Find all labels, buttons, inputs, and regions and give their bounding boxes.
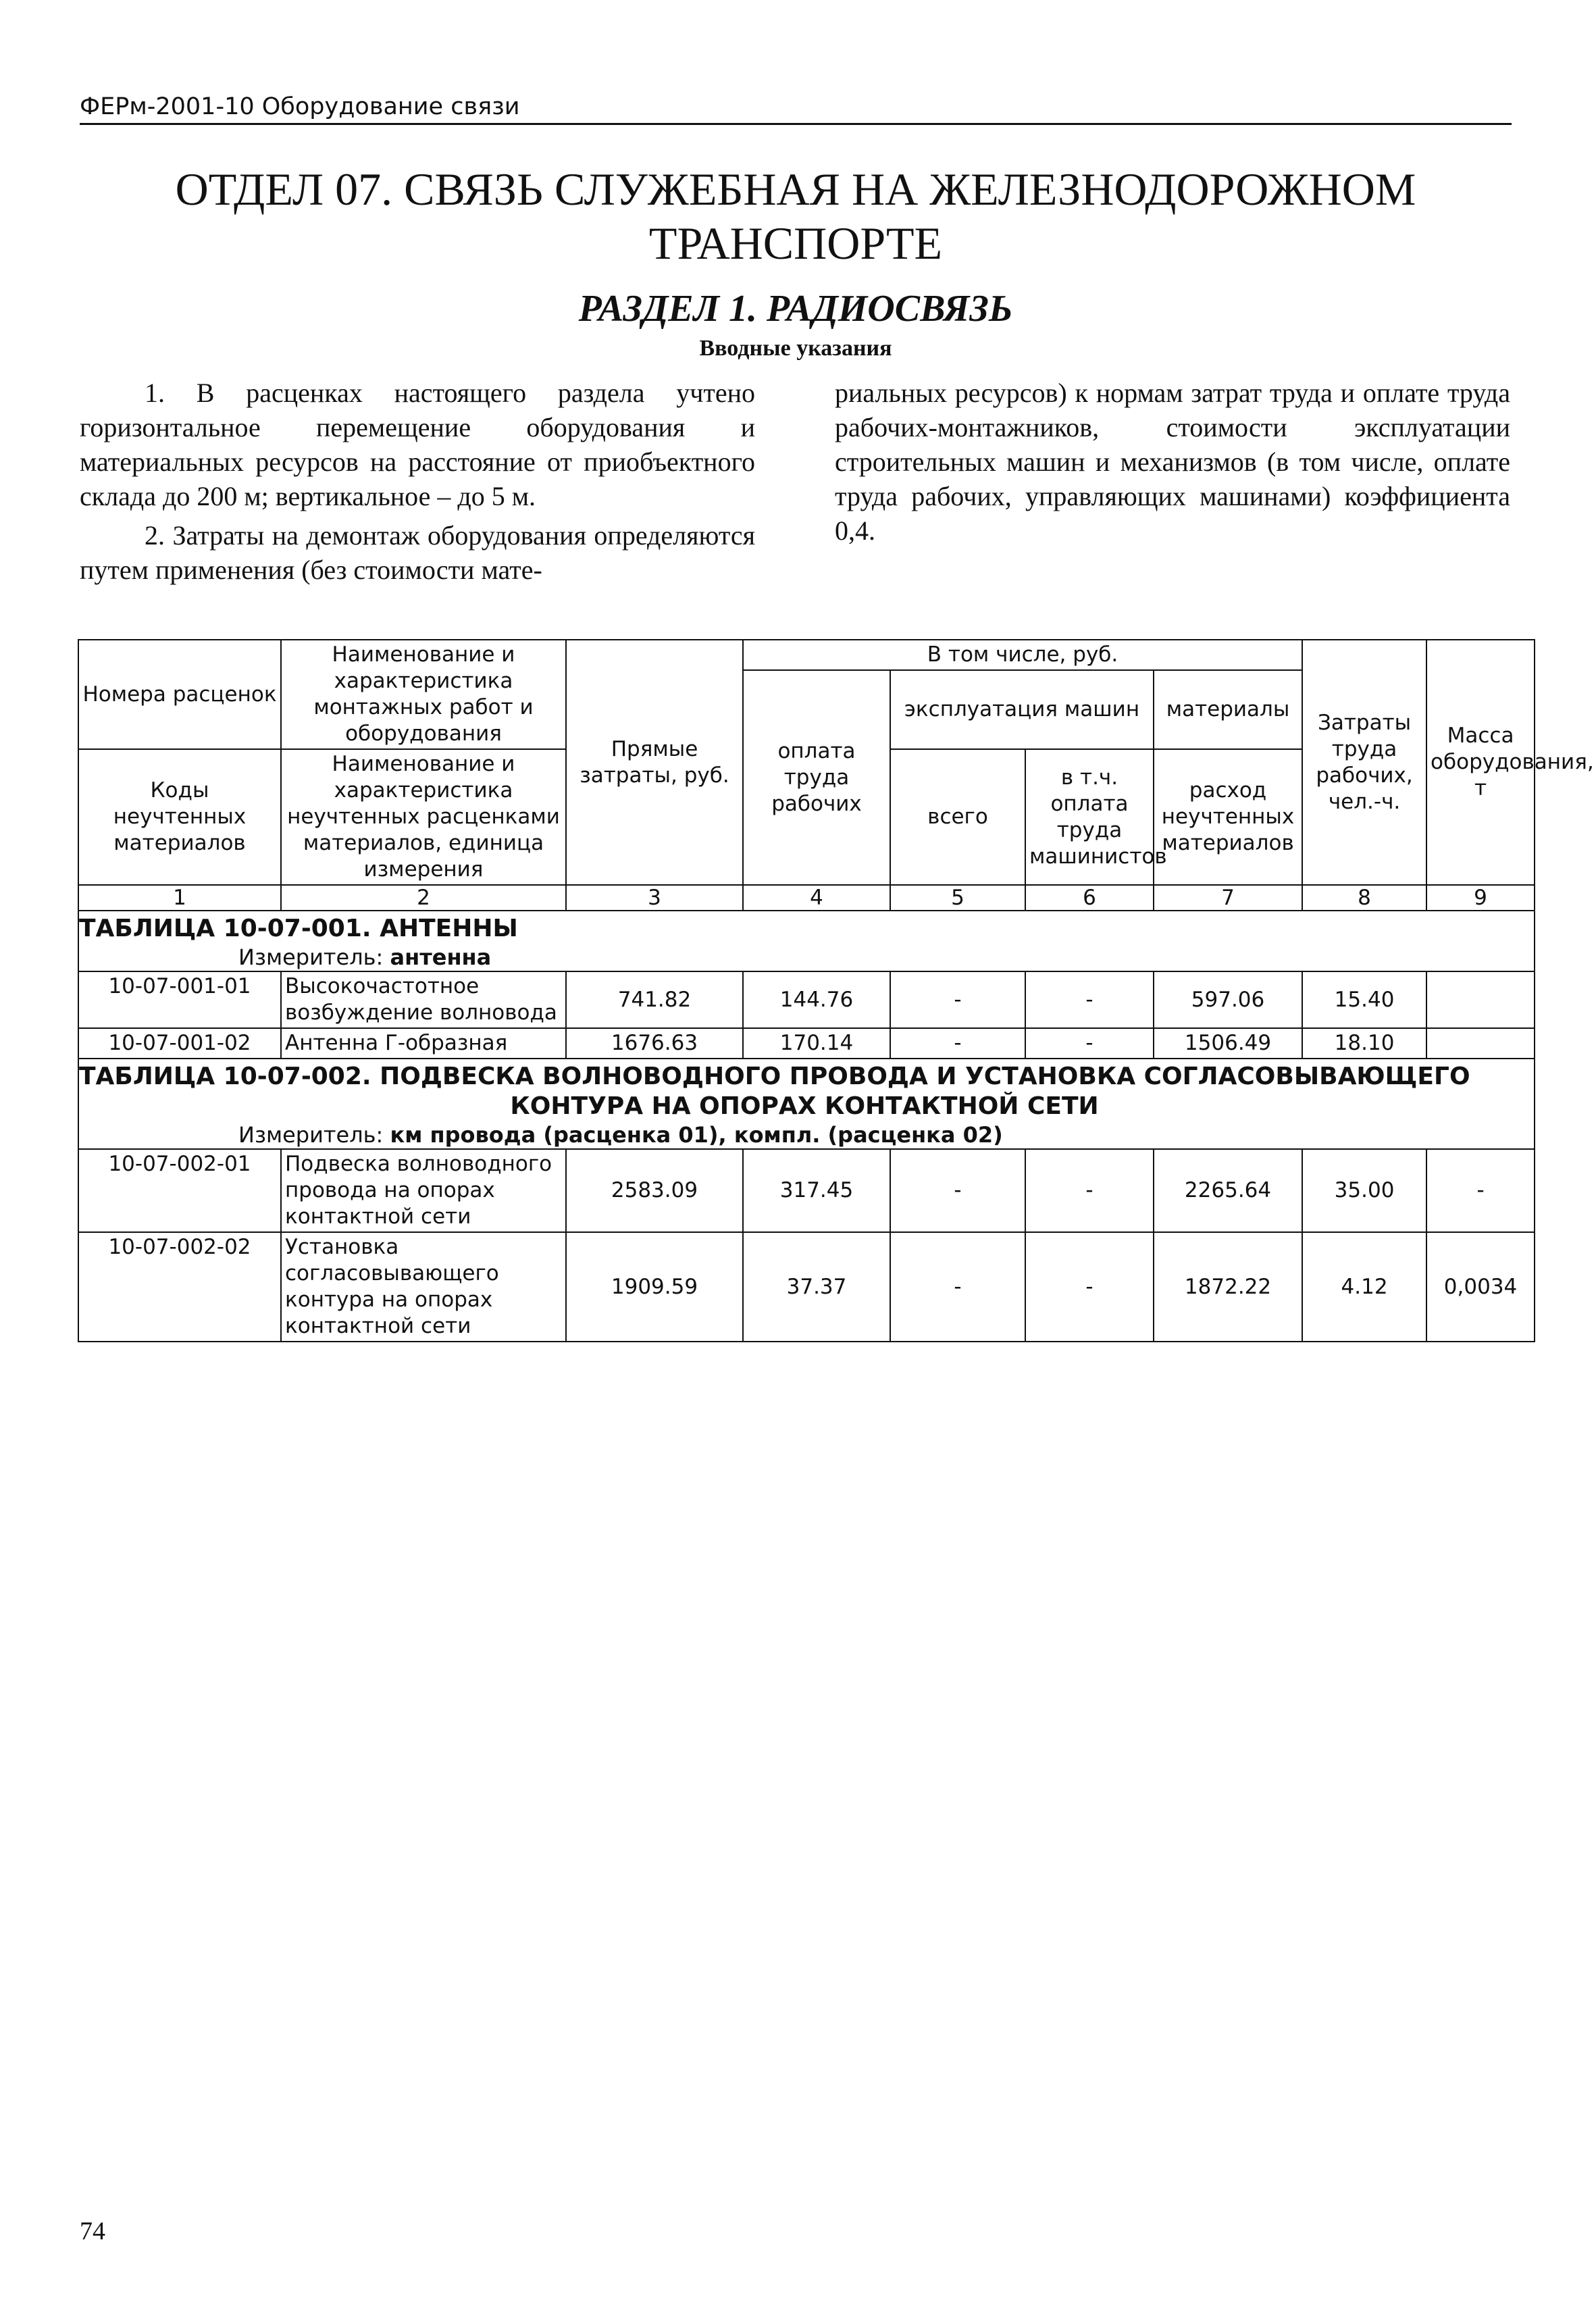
meter-label: Измеритель: <box>238 1122 384 1148</box>
labor-pay: 37.37 <box>743 1232 890 1342</box>
rate-code: 10-07-001-02 <box>78 1028 281 1059</box>
table-2-meter <box>79 1121 1530 1148</box>
column-number: 4 <box>743 885 890 911</box>
table-1-title: ТАБЛИЦА 10-07-001. АНТЕННЫ <box>79 915 518 942</box>
header-unaccounted-codes: Коды неучтенных материалов <box>78 749 281 885</box>
page-number: 74 <box>80 2217 105 2245</box>
direct-costs: 1909.59 <box>566 1232 743 1342</box>
machines-total: - <box>890 1232 1025 1342</box>
equipment-mass <box>1426 971 1535 1028</box>
header-including: В том числе, руб. <box>743 640 1302 670</box>
column-number: 3 <box>566 885 743 911</box>
table-2-title-line-1: ТАБЛИЦА 10-07-002. ПОДВЕСКА ВОЛНОВОДНОГО ПРОВОДА И УСТАНОВКА СОГЛАСОВЫВАЮЩЕГО <box>79 1063 1470 1090</box>
table-2-title-line-2: КОНТУРА НА ОПОРАХ КОНТАКТНОЙ СЕТИ <box>510 1092 1099 1120</box>
equipment-mass <box>1426 1028 1535 1059</box>
header-unaccounted-consumption: расход неучтенных материалов <box>1154 749 1302 885</box>
materials: 1506.49 <box>1154 1028 1302 1059</box>
table-row <box>78 1149 1535 1232</box>
materials: 597.06 <box>1154 971 1302 1028</box>
intro-paragraph-1: 1. В расценках настоящего раздела учтено горизонтальное перемещение оборудования и материальных ресурсов на расстояние от приобъектного склада до 200 м; вертикальное – до 5 м. <box>80 378 755 511</box>
header-unaccounted-name: Наименование и характеристика неучтенных расценками материалов, единица измерения <box>281 749 566 885</box>
labor-hours: 4.12 <box>1302 1232 1426 1342</box>
direct-costs: 741.82 <box>566 971 743 1028</box>
direct-costs: 1676.63 <box>566 1028 743 1059</box>
meter-value: антенна <box>390 944 492 970</box>
machines-total: - <box>890 971 1025 1028</box>
header-machine-operation: эксплуатация машин <box>890 670 1154 749</box>
work-name: Антенна Г-образная <box>281 1028 566 1059</box>
labor-pay: 317.45 <box>743 1149 890 1232</box>
header-rate-numbers: Номера расценок <box>78 640 281 749</box>
rates-table <box>78 639 1594 1342</box>
rate-code: 10-07-002-02 <box>78 1232 281 1342</box>
rate-code: 10-07-001-01 <box>78 971 281 1028</box>
table-1-meter <box>79 944 1530 971</box>
table-row <box>78 971 1535 1028</box>
table-2-meter-row <box>78 1121 1535 1149</box>
running-head: ФЕРм-2001-10 Оборудование связи <box>80 92 1512 125</box>
work-name: Установка согласовывающего контура на опорах контактной сети <box>281 1232 566 1342</box>
column-number: 5 <box>890 885 1025 911</box>
header-labor-costs: Затраты труда рабочих, чел.-ч. <box>1302 640 1426 885</box>
labor-pay: 144.76 <box>743 971 890 1028</box>
header-total: всего <box>890 749 1025 885</box>
labor-pay: 170.14 <box>743 1028 890 1059</box>
equipment-mass: 0,0034 <box>1426 1232 1535 1342</box>
subsection-title: Вводные указания <box>699 336 892 361</box>
direct-costs: 2583.09 <box>566 1149 743 1232</box>
work-name: Подвеска волноводного провода на опорах контактной сети <box>281 1149 566 1232</box>
table-row <box>78 1232 1535 1342</box>
rate-code: 10-07-002-01 <box>78 1149 281 1232</box>
materials: 1872.22 <box>1154 1232 1302 1342</box>
table-1-meter-row <box>78 944 1535 971</box>
column-number-row <box>78 885 1535 911</box>
header-equipment-mass: Масса оборудования, т <box>1426 640 1535 885</box>
table-row <box>78 1028 1535 1059</box>
table-2-title-row <box>78 1059 1535 1121</box>
table-1-title-row <box>78 911 1535 944</box>
operator-pay: - <box>1025 1232 1154 1342</box>
meter-label: Измеритель: <box>238 944 384 970</box>
header-labor-pay: оплата труда рабочих <box>743 670 890 885</box>
operator-pay: - <box>1025 1028 1154 1059</box>
labor-hours: 35.00 <box>1302 1149 1426 1232</box>
intro-column-right <box>835 376 1510 553</box>
intro-paragraph-2-start: 2. Затраты на демонтаж оборудования определяются путем применения (без стоимости мате- <box>80 520 755 585</box>
header-materials: материалы <box>1154 670 1302 749</box>
machines-total: - <box>890 1149 1025 1232</box>
column-number: 6 <box>1025 885 1154 911</box>
column-number: 2 <box>281 885 566 911</box>
equipment-mass: - <box>1426 1149 1535 1232</box>
machines-total: - <box>890 1028 1025 1059</box>
header-operator-pay: в т.ч. оплата труда машинистов <box>1025 749 1154 885</box>
meter-value: км провода (расценка 01), компл. (расценка 02) <box>390 1122 1003 1148</box>
intro-paragraph-2-end: риальных ресурсов) к нормам затрат труда и оплате труда рабочих-монтажников, стоимости эксплуатации строительных машин и механизмов (в том числе, оплате труда рабочих, управляющих машинами) коэффициента 0,4. <box>835 378 1510 546</box>
column-number: 1 <box>78 885 281 911</box>
section-title: РАЗДЕЛ 1. РАДИОСВЯЗЬ <box>578 288 1013 330</box>
materials: 2265.64 <box>1154 1149 1302 1232</box>
labor-hours: 18.10 <box>1302 1028 1426 1059</box>
labor-hours: 15.40 <box>1302 971 1426 1028</box>
intro-column-left <box>80 376 755 592</box>
header-work-name: Наименование и характеристика монтажных работ и оборудования <box>281 640 566 749</box>
operator-pay: - <box>1025 1149 1154 1232</box>
work-name: Высокочастотное возбуждение волновода <box>281 971 566 1028</box>
column-number: 7 <box>1154 885 1302 911</box>
operator-pay: - <box>1025 971 1154 1028</box>
department-title: ОТДЕЛ 07. СВЯЗЬ СЛУЖЕБНАЯ НА ЖЕЛЕЗНОДОРОЖНОМ ТРАНСПОРТЕ <box>175 163 1416 269</box>
column-number: 8 <box>1302 885 1426 911</box>
header-row-1 <box>78 640 1535 670</box>
column-number: 9 <box>1426 885 1535 911</box>
header-direct-costs: Прямые затраты, руб. <box>566 640 743 885</box>
